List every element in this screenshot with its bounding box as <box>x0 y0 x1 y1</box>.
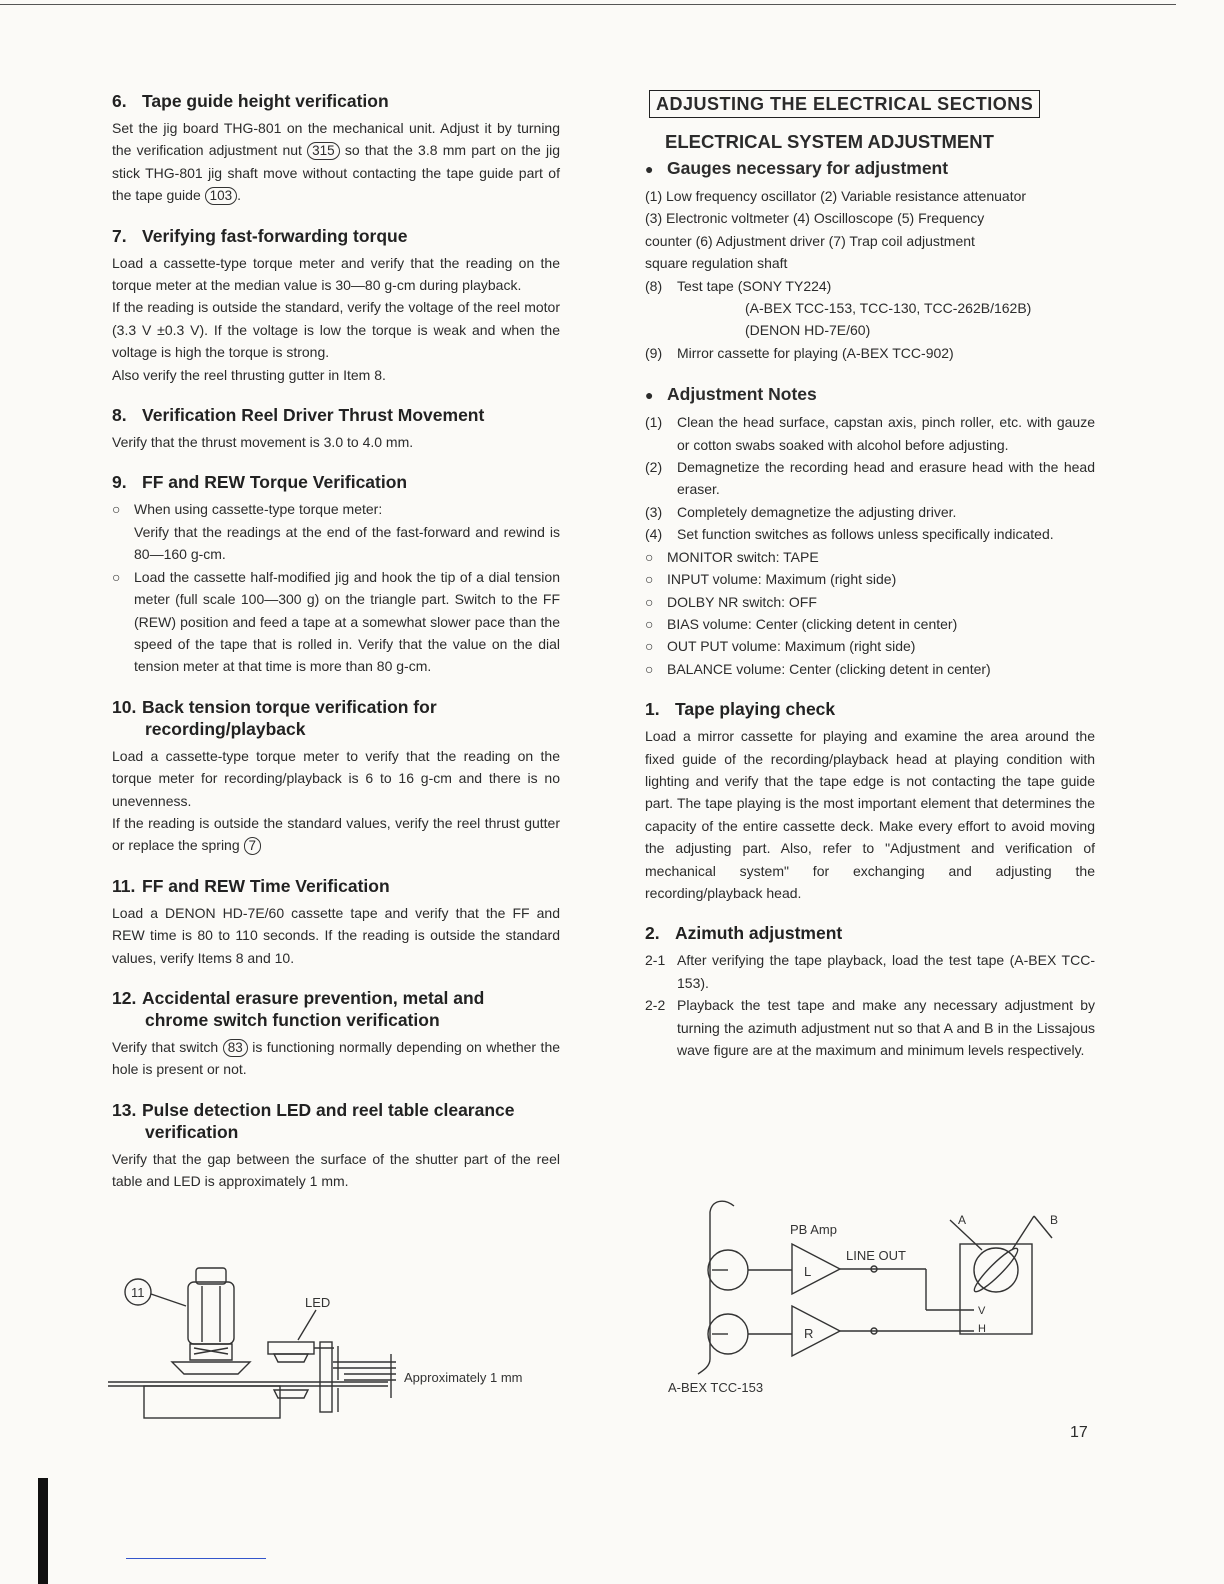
section-13-heading: 13. Pulse detection LED and reel table clearance verification <box>112 1099 515 1142</box>
switch-item: ○ INPUT volume: Maximum (right side) <box>645 571 897 588</box>
section-10-text-1: Load a cassette-type torque meter to verify that the reading on the torque meter for recording/playback is 6 to 16 g-cm and there is no unevenness. <box>112 747 560 809</box>
section-11-text: Load a DENON HD-7E/60 cassette tape and verify that the FF and REW time is 80 to 110 seconds. If the reading is outside the standard values, verify Items 8 and 10. <box>112 904 560 966</box>
test-tape-line: (A-BEX TCC-153, TCC-130, TCC-262B/162B) <box>745 300 1032 317</box>
notes-section <box>645 382 1095 680</box>
v-label: V <box>978 1305 986 1317</box>
list-item: (2) Demagnetize the recording head and erasure head with the head eraser. <box>645 459 1095 498</box>
section-8-text: Verify that the thrust movement is 3.0 to 4.0 mm. <box>112 434 414 451</box>
section-10-heading: 10. Back tension torque verification for recording/playback <box>112 696 437 739</box>
a-label: A <box>958 1213 967 1227</box>
azimuth-section <box>645 922 1095 1061</box>
oscilloscope <box>960 1244 1032 1334</box>
gauges-line: (3) Electronic voltmeter (4) Oscilloscope (5) Frequency <box>645 210 985 227</box>
r-label: R <box>804 1326 814 1341</box>
led-label: LED <box>305 1295 331 1310</box>
section-6-heading: 6. Tape guide height verification <box>112 91 389 111</box>
section-6-text: Set the jig board THG-801 on the mechanical unit. Adjust it by turning the verification adjustment nut 315 so that the 3.8 mm part on the jig stick THG-801 jig shaft move without contacting the tape guide part of the tape guide 103 . <box>112 120 560 204</box>
bullet-icon: ● <box>645 387 654 404</box>
section-11 <box>112 875 560 969</box>
scan-mark <box>126 1558 266 1559</box>
gauges-line: (1) Low frequency oscillator (2) Variable resistance attenuator <box>645 188 1027 204</box>
list-item: Verify that the readings at the end of the fast-forward and rewind is 80—160 g-cm. <box>134 523 560 563</box>
gap-label: Approximately 1 mm <box>404 1370 523 1385</box>
switch-item: ○ OUT PUT volume: Maximum (right side) <box>645 638 916 655</box>
section-7 <box>112 225 560 386</box>
tape-playing-heading: 1. Tape playing check <box>645 699 836 720</box>
h-label: H <box>978 1323 986 1335</box>
notes-heading: ● Adjustment Notes <box>645 382 1095 407</box>
section-13 <box>112 1099 560 1193</box>
section-10-text-2: If the reading is outside the standard values, verify the reel thrust gutter or replace the spring 7 <box>112 814 560 854</box>
azimuth-circuit-figure <box>664 1194 1084 1400</box>
b-label: B <box>1050 1213 1059 1227</box>
line-out-label: LINE OUT <box>846 1248 906 1263</box>
list-item: 2-1 After verifying the tape playback, load the test tape (A-BEX TCC-153). <box>645 952 1095 991</box>
list-item: ○ Load the cassette half-modified jig and hook the tip of a dial tension meter (full scale 100—300 g) on the triangle part. Switch to the FF (REW) position and feed a tape at a somewhat slower pace than the speed of the tape that is rolled in. Verify that the value on the dial tension meter at that time is more than 80 g-cm. <box>112 568 560 675</box>
section-12-heading: 12. Accidental erasure prevention, metal and chrome switch function verification <box>112 987 485 1030</box>
gauges-line: square regulation shaft <box>645 255 788 272</box>
nut-callout: 315 <box>307 142 340 160</box>
switch-item: ○ BALANCE volume: Center (clicking detent in center) <box>645 660 991 677</box>
section-7-text-1: Load a cassette-type torque meter and verify that the reading on the torque meter at the median value is 30—80 g-cm during playback. <box>112 254 560 294</box>
scan-edge <box>38 1478 48 1584</box>
azimuth-heading: 2. Azimuth adjustment <box>645 923 843 944</box>
list-item: ○ When using cassette-type torque meter: <box>112 501 383 518</box>
section-7-heading: 7. Verifying fast-forwarding torque <box>112 225 408 246</box>
pb-amp-label: PB Amp <box>790 1222 837 1237</box>
spring-callout: 7 <box>244 837 262 855</box>
left-column <box>112 90 560 1211</box>
list-item: (3) Completely demagnetize the adjusting driver. <box>645 503 957 520</box>
section-banner: ADJUSTING THE ELECTRICAL SECTIONS <box>649 90 1040 118</box>
section-12-text: Verify that switch 83 is functioning normally depending on whether the hole is present or not. <box>112 1038 561 1078</box>
page-number: 17 <box>1070 1424 1088 1441</box>
list-item: 2-2 Playback the test tape and make any necessary adjustment by turning the azimuth adjustment nut so that A and B in the Lissajous wave figure are at the maximum and minimum levels respectively. <box>645 997 1095 1058</box>
switch-item: ○ DOLBY NR switch: OFF <box>645 593 817 610</box>
section-13-text: Verify that the gap between the surface of the shutter part of the reel table and LED is approximately 1 mm. <box>112 1150 560 1190</box>
section-8 <box>112 404 560 453</box>
tape-path <box>698 1201 734 1374</box>
callout-label: 11 <box>131 1285 145 1300</box>
switch-item: ○ MONITOR switch: TAPE <box>645 548 819 565</box>
top-rule <box>0 4 1176 5</box>
section-11-heading: 11. FF and REW Time Verification <box>112 875 390 896</box>
electrical-heading: ELECTRICAL SYSTEM ADJUSTMENT <box>665 131 994 152</box>
guide-callout: 103 <box>205 187 238 205</box>
amp-l <box>792 1244 840 1294</box>
list-item: (1) Clean the head surface, capstan axis, pinch roller, etc. with gauze or cotton swabs soaked with alcohol before adjusting. <box>645 414 1095 453</box>
gauges-section <box>645 156 1095 364</box>
section-7-text-3: Also verify the reel thrusting gutter in Item 8. <box>112 366 386 383</box>
section-9 <box>112 471 560 677</box>
bullet-icon: ● <box>645 161 654 177</box>
section-10 <box>112 696 560 857</box>
tape-playing-section <box>645 698 1095 904</box>
list-item: (4) Set function switches as follows unless specifically indicated. <box>645 526 1054 543</box>
tape-label: A-BEX TCC-153 <box>668 1380 764 1395</box>
switch-callout: 83 <box>223 1039 248 1057</box>
right-column <box>645 90 1095 1079</box>
switch-item: ○ BIAS volume: Center (clicking detent in center) <box>645 615 958 632</box>
amp-r <box>792 1306 840 1356</box>
section-12 <box>112 987 560 1081</box>
gauges-line: counter (6) Adjustment driver (7) Trap coil adjustment <box>645 232 975 249</box>
list-item: (9) Mirror cassette for playing (A-BEX TCC-902) <box>645 344 954 361</box>
test-tape-line: (DENON HD-7E/60) <box>745 322 871 339</box>
section-7-text-2: If the reading is outside the standard, verify the voltage of the reel motor (3.3 V ±0.3 V). If the voltage is low the torque is weak and when the voltage is high the torque is strong. <box>112 299 560 361</box>
tape-playing-text: Load a mirror cassette for playing and examine the area around the fixed guide of the recording/playback head at playing condition with lighting and verify that the tape edge is not contacting the tape guide part. The tape playing is the most important element that determines the capacity of the entire cassette deck. Make every effort to avoid moving the adjusting part. Also, refer to "Adjustment and verification of mechanical system" for exchanging and adjusting the recording/playback head. <box>645 728 1095 901</box>
list-item: (8) Test tape (SONY TY224) <box>645 277 832 294</box>
reel-table-led-figure <box>108 1262 548 1428</box>
section-9-heading: 9. FF and REW Torque Verification <box>112 472 408 493</box>
section-8-heading: 8. Verification Reel Driver Thrust Movement <box>112 405 485 426</box>
gauges-heading: ● Gauges necessary for adjustment <box>645 156 1095 181</box>
l-label: L <box>804 1264 812 1279</box>
section-6 <box>112 90 560 207</box>
